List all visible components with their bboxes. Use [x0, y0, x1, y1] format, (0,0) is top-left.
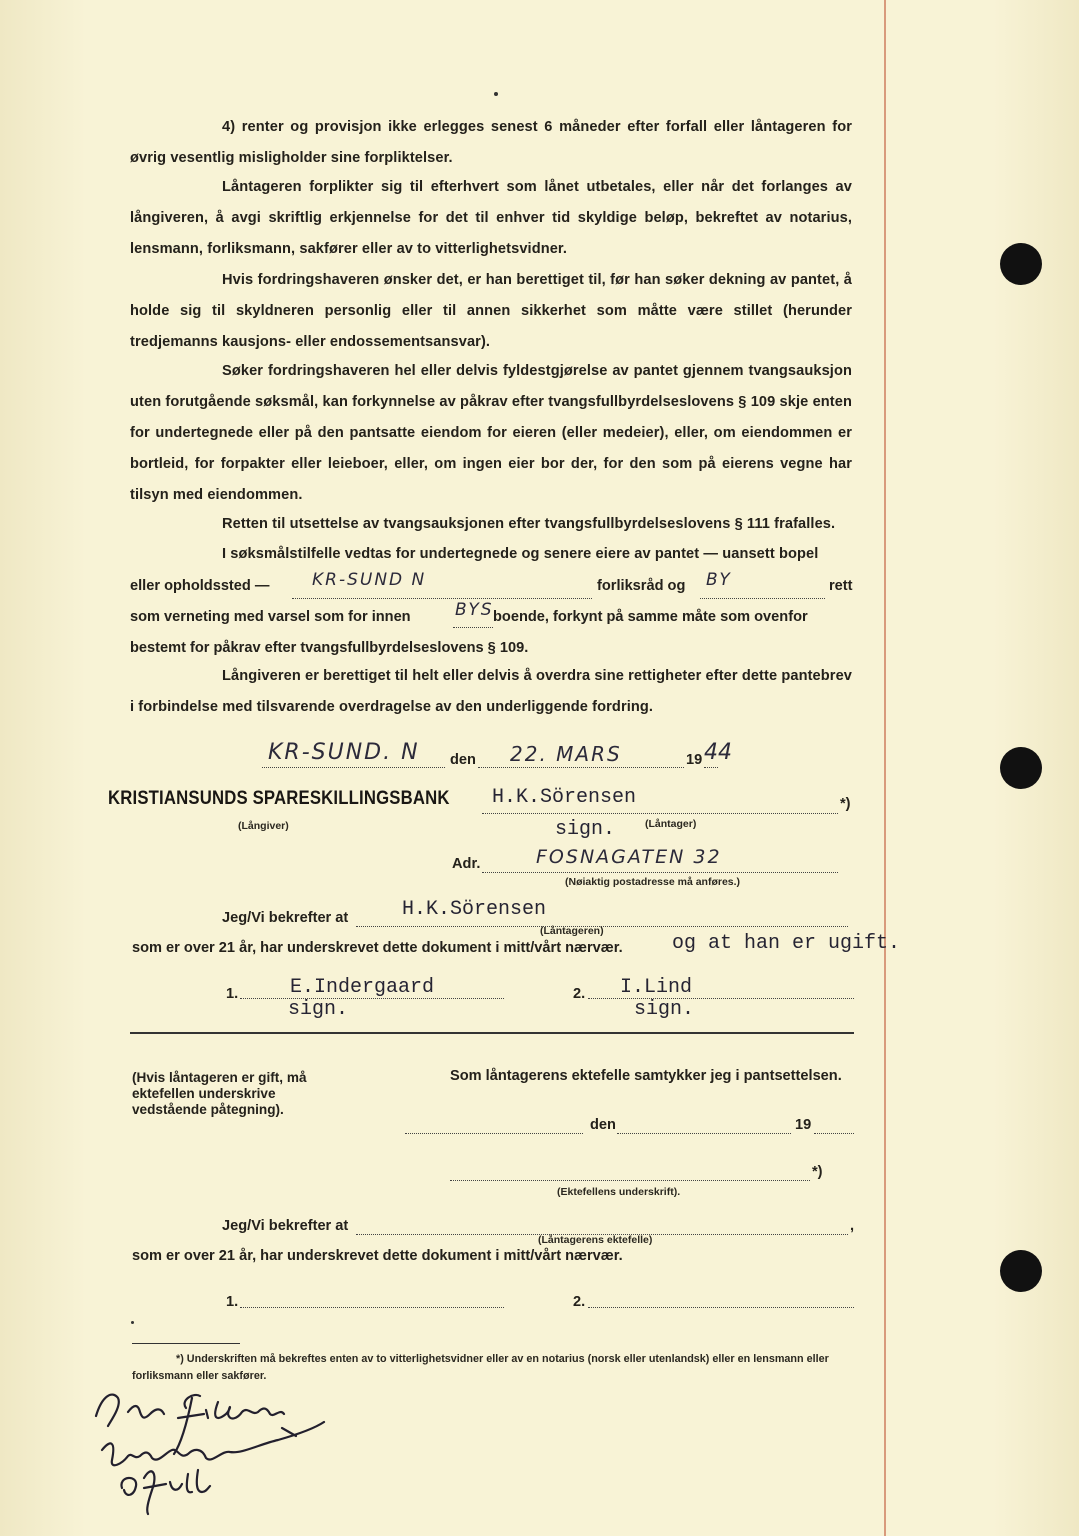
- den-label: den: [450, 752, 476, 768]
- signing-date-line: [478, 767, 684, 768]
- spouse-note: (Hvis låntageren er gift, må ektefellen underskrive vedstående påtegning).: [132, 1070, 307, 1117]
- year-prefix: 19: [686, 752, 703, 768]
- adr-label: Adr.: [452, 856, 481, 872]
- witness-confirm-label: Jeg/Vi bekrefter at: [222, 910, 349, 926]
- handwritten-signature-drawing: [82, 1378, 342, 1518]
- spouse-asterisk: *): [812, 1164, 823, 1180]
- spouse-signature-caption: (Ektefellens underskrift).: [557, 1186, 681, 1198]
- venue-area: BYS: [455, 600, 494, 620]
- venue-line3-prefix: som verneting med varsel som for innen: [130, 609, 411, 625]
- year-line: [704, 767, 718, 768]
- speck: [494, 92, 498, 96]
- bank-stamp: KRISTIANSUNDS SPARESKILLINGSBANK: [108, 788, 450, 809]
- footnote-rule: [132, 1343, 240, 1344]
- spouse-witness-number-1: 1.: [226, 1294, 239, 1310]
- spouse-year-prefix: 19: [795, 1117, 812, 1133]
- witness-number-2: 2.: [573, 986, 586, 1002]
- paragraph-forced-auction: Søker fordringshaveren hel eller delvis fyldestgjørelse av pantet gjennem tvangsauksjon uten forutgående søksmål, kan forkynnelse av påkrav efter tvangsfullbyrdelseslovens § 109 skje enten for undertegnede eller på den pantsatte eiendom for eieren (eller medeier), eller, om eiendommen er bortleid, for forpakter eller leieboer, eller, om ingen eier bor der, for den som på eierens vegne har tilsyn med eiendommen.: [130, 363, 852, 503]
- witness-confirm-name: H.K.Sörensen: [402, 898, 547, 921]
- section-divider: [130, 1032, 854, 1034]
- address-note: (Nøiaktig postadresse må anføres.): [565, 876, 741, 888]
- venue-line3-suffix: boende, forkynt på samme måte som ovenfor: [493, 609, 808, 625]
- spouse-year-line: [814, 1133, 854, 1134]
- address: FOSNAGATEN 32: [536, 846, 722, 868]
- witness-a-sign: sign.: [288, 998, 349, 1021]
- paragraph-transfer-rights: Långiveren er berettiget til helt eller delvis å overdra sine rettigheter efter dette pantebrev i forbindelse med tilsvarende overdragelse av den underliggende fordring.: [130, 668, 852, 715]
- witness-statement: som er over 21 år, har underskrevet dette dokument i mitt/vårt nærvær.: [132, 940, 623, 956]
- witness-number-1: 1.: [226, 986, 239, 1002]
- margin-line: [884, 0, 886, 1536]
- paragraph-acknowledgement: Låntageren forplikter sig til efterhvert som lånet utbetales, eller når det forlanges av långiveren, å avgi skriftlig erkjennelse for det til enhver tid skyldige beløp, bekreftet av notarius, lensmann, forliksmann, sakfører eller av to vitterlighetsvidner.: [130, 179, 852, 257]
- venue-line2-prefix: eller opholdssted —: [130, 578, 270, 594]
- spouse-date-line: [617, 1133, 791, 1134]
- paragraph-creditor-rights: Hvis fordringshaveren ønsker det, er han berettiget til, før han søker dekning av pantet, å holde sig til skyldneren personlig eller til annen sikkerhet som måtte være stillet (herunder tredjemanns kausjons- eller endossementsansvar).: [130, 272, 852, 350]
- spouse-signature-line: [450, 1180, 810, 1181]
- signing-date: 22. MARS: [510, 742, 622, 766]
- signing-place-line: [262, 767, 445, 768]
- spouse-den-label: den: [590, 1117, 616, 1133]
- lantager-label: (Låntager): [645, 818, 697, 830]
- witness-typed-addition: og at han er ugift.: [672, 932, 901, 955]
- punch-hole-bottom: [1000, 1250, 1042, 1292]
- venue-line4: bestemt for påkrav efter tvangsfullbyrdelseslovens § 109.: [130, 640, 529, 656]
- spouse-confirm-comma: ,: [850, 1218, 855, 1234]
- borrower-sign: sign.: [555, 818, 616, 841]
- venue-line2-mid: forliksråd og: [597, 578, 686, 594]
- borrower-sign-line: [482, 813, 838, 814]
- spouse-confirm-label: Jeg/Vi bekrefter at: [222, 1218, 349, 1234]
- speck: [131, 1321, 134, 1324]
- venue-place-line: [292, 598, 592, 599]
- paragraph-default-clause: 4) renter og provisjon ikke erlegges senest 6 måneder efter forfall eller låntageren for øvrig vesentlig misligholder sine forpliktelser.: [130, 119, 852, 166]
- spouse-witness-number-2: 2.: [573, 1294, 586, 1310]
- venue-court: BY: [706, 570, 732, 590]
- paragraph-venue-line1: I søksmålstilfelle vedtas for undertegnede og senere eiere av pantet — uansett bopel: [222, 546, 819, 562]
- borrower-asterisk: *): [840, 796, 851, 812]
- langiver-label: (Långiver): [238, 820, 289, 832]
- spouse-confirm-caption: (Låntagerens ektefelle): [538, 1234, 653, 1246]
- spouse-witness-a-line: [240, 1307, 504, 1308]
- address-line: [482, 872, 838, 873]
- witness-b-name: I.Lind: [620, 976, 693, 999]
- witness-confirm-caption: (Låntageren): [540, 925, 604, 937]
- witness-a-name: E.Indergaard: [290, 976, 435, 999]
- venue-place: KR-SUND N: [312, 570, 427, 590]
- witness-b-sign: sign.: [634, 998, 695, 1021]
- punch-hole-top: [1000, 243, 1042, 285]
- venue-court-line: [700, 598, 825, 599]
- signing-place: KR-SUND. N: [268, 740, 420, 765]
- punch-hole-middle: [1000, 747, 1042, 789]
- paragraph-waiver: Retten til utsettelse av tvangsauksjonen efter tvangsfullbyrdelseslovens § 111 frafalles.: [222, 516, 836, 532]
- footnote: *) Underskriften må bekreftes enten av to vitterlighetsvidner eller av en notarius (norsk eller utenlandsk) eller en lensmann eller forliksmann eller sakfører.: [132, 1353, 829, 1382]
- venue-area-line: [453, 627, 493, 628]
- borrower-name: H.K.Sörensen: [492, 786, 637, 809]
- spouse-witness-b-line: [588, 1307, 854, 1308]
- spouse-place-line: [405, 1133, 583, 1134]
- venue-line2-suffix: rett: [829, 578, 853, 594]
- spouse-statement: som er over 21 år, har underskrevet dette dokument i mitt/vårt nærvær.: [132, 1248, 623, 1264]
- year-suffix: 44: [704, 740, 732, 765]
- handwritten-attestation: [82, 1378, 342, 1518]
- spouse-consent: Som låntagerens ektefelle samtykker jeg i pantsettelsen.: [450, 1068, 842, 1084]
